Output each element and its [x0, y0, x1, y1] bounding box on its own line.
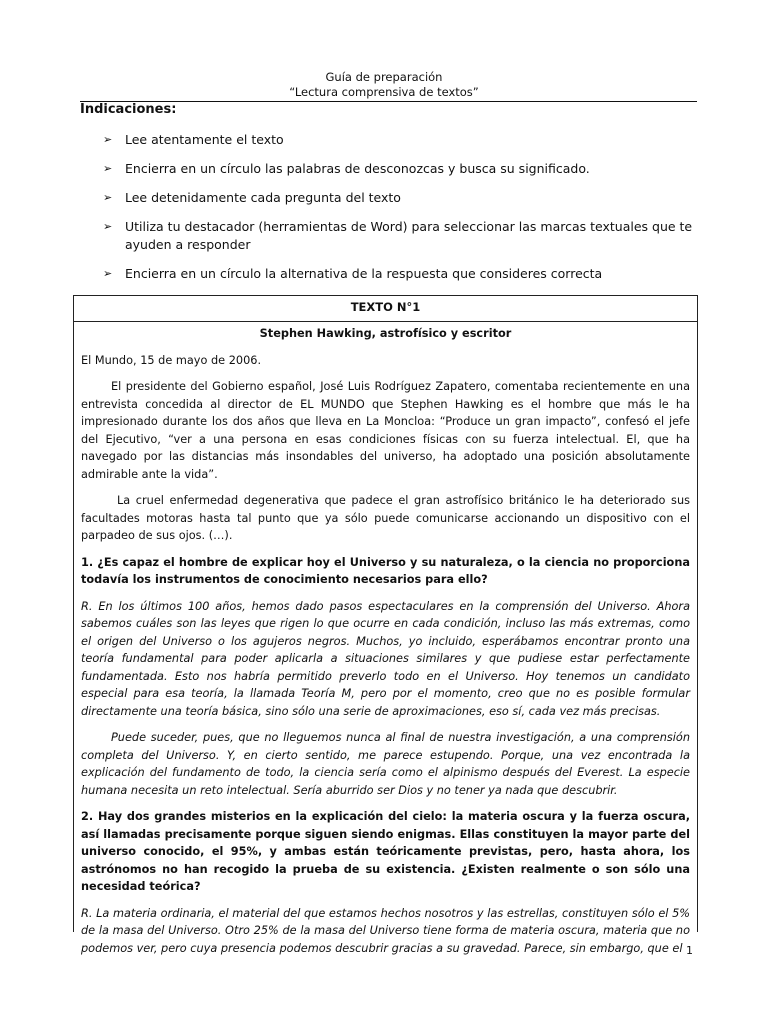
instruction-text: Lee detenidamente cada pregunta del texto: [125, 190, 401, 205]
instruction-text: Utiliza tu destacador (herramientas de Word) para seleccionar las marcas textuales que te ayuden a responder: [125, 219, 693, 252]
arrow-bullet-icon: ➢: [103, 162, 113, 175]
instruction-item: [103, 160, 693, 178]
instructions-list: [103, 131, 693, 294]
page-number: 1: [686, 944, 693, 957]
article-dateline: El Mundo, 15 de mayo de 2006.: [81, 353, 262, 367]
arrow-bullet-icon: ➢: [103, 133, 113, 146]
instruction-text: Lee atentamente el texto: [125, 132, 284, 147]
article-paragraph: El presidente del Gobierno español, José Luis Rodríguez Zapatero, comentaba recientemente en una entrevista concedida al director de EL MUNDO que Stephen Hawking es el hombre que más le ha impresionado durante los dos años que lleva en La Moncloa: “Produce un gran impacto”, confesó el jefe del Ejecutivo, “ver a una persona en esas condiciones físicas con su fuerza intelectual. El, que ha navegado por las distancias más insondables del universo, ha adoptado una posición absolutamente admirable ante la vida”.: [81, 380, 690, 481]
instruction-item: [103, 218, 693, 254]
document-title: Guía de preparación: [325, 70, 443, 84]
article-paragraph: La cruel enfermedad degenerativa que padece el gran astrofísico británico le ha deteriorado sus facultades motoras hasta tal punto que ya sólo puede comunicarse accionando un dispositivo con el parpadeo de sus ojos. (…).: [81, 494, 690, 542]
text-box-body: [74, 322, 697, 957]
interview-question: 1. ¿Es capaz el hombre de explicar hoy el Universo y su naturaleza, o la ciencia no proporciona todavía los instrumentos de conocimiento necesarios para ello?: [81, 555, 690, 586]
interview-answer: R. En los últimos 100 años, hemos dado pasos espectaculares en la comprensión del Universo. Ahora sabemos cuáles son las leyes que rigen lo que ocurre en cada condición, incluso las más extremas, como el origen del Universo o los agujeros negros. Muchos, yo incluido, esperábamos encontrar pronto una teoría fundamental para poder aplicarla a situaciones similares y que pudiese estar perfectamente fundamentada. Esto nos habría permitido preverlo todo en el Universo. Hoy tenemos un candidato especial para esa teoría, la llamada Teoría M, pero por el momento, creo que no es posible formular directamente una teoría básica, sino sólo una serie de aproximaciones, eso sí, cada vez más precisas.: [81, 599, 690, 718]
document-subtitle: “Lectura comprensiva de textos”: [289, 85, 479, 99]
instructions-heading: Indicaciones:: [80, 102, 177, 117]
instruction-item: [103, 131, 693, 149]
instruction-text: Encierra en un círculo la alternativa de la respuesta que consideres correcta: [125, 266, 603, 281]
text-box: [73, 295, 698, 955]
interview-answer: R. La materia ordinaria, el material del que estamos hechos nosotros y las estrellas, constituyen sólo el 5% de la masa del Universo. Otro 25% de la masa del Universo tiene forma de materia oscura, materia que no podemos ver, pero cuya presencia podemos descubrir gracias a su gravedad. Parece, sin embargo, que el: [81, 906, 690, 955]
article-title: Stephen Hawking, astrofísico y escritor: [259, 327, 512, 340]
instruction-item: [103, 189, 693, 207]
arrow-bullet-icon: ➢: [103, 220, 113, 233]
arrow-bullet-icon: ➢: [103, 267, 113, 280]
instruction-text: Encierra en un círculo las palabras de desconozcas y busca su significado.: [125, 161, 590, 176]
instruction-item: [103, 265, 693, 283]
text-box-label: TEXTO N°1: [74, 296, 697, 322]
interview-question: 2. Hay dos grandes misterios en la explicación del cielo: la materia oscura y la fuerza oscura, así llamadas precisamente porque siguen siendo enigmas. Ellas constituyen la mayor parte del universo conocido, el 95%, y ambas están teóricamente previstas, pero, hasta ahora, los astrónomos no han recogido la prueba de su existencia. ¿Existen realmente o son sólo una necesidad teórica?: [81, 810, 690, 893]
interview-answer: Puede suceder, pues, que no lleguemos nunca al final de nuestra investigación, a una comprensión completa del Universo. Y, en cierto sentido, me parece estupendo. Porque, una vez encontrada la explicación del fundamento de todo, la ciencia sería como el alpinismo después del Everest. La especie humana necesita un reto intelectual. Sería aburrido ser Dios y no tener ya nada que descubrir.: [81, 731, 690, 797]
arrow-bullet-icon: ➢: [103, 191, 113, 204]
